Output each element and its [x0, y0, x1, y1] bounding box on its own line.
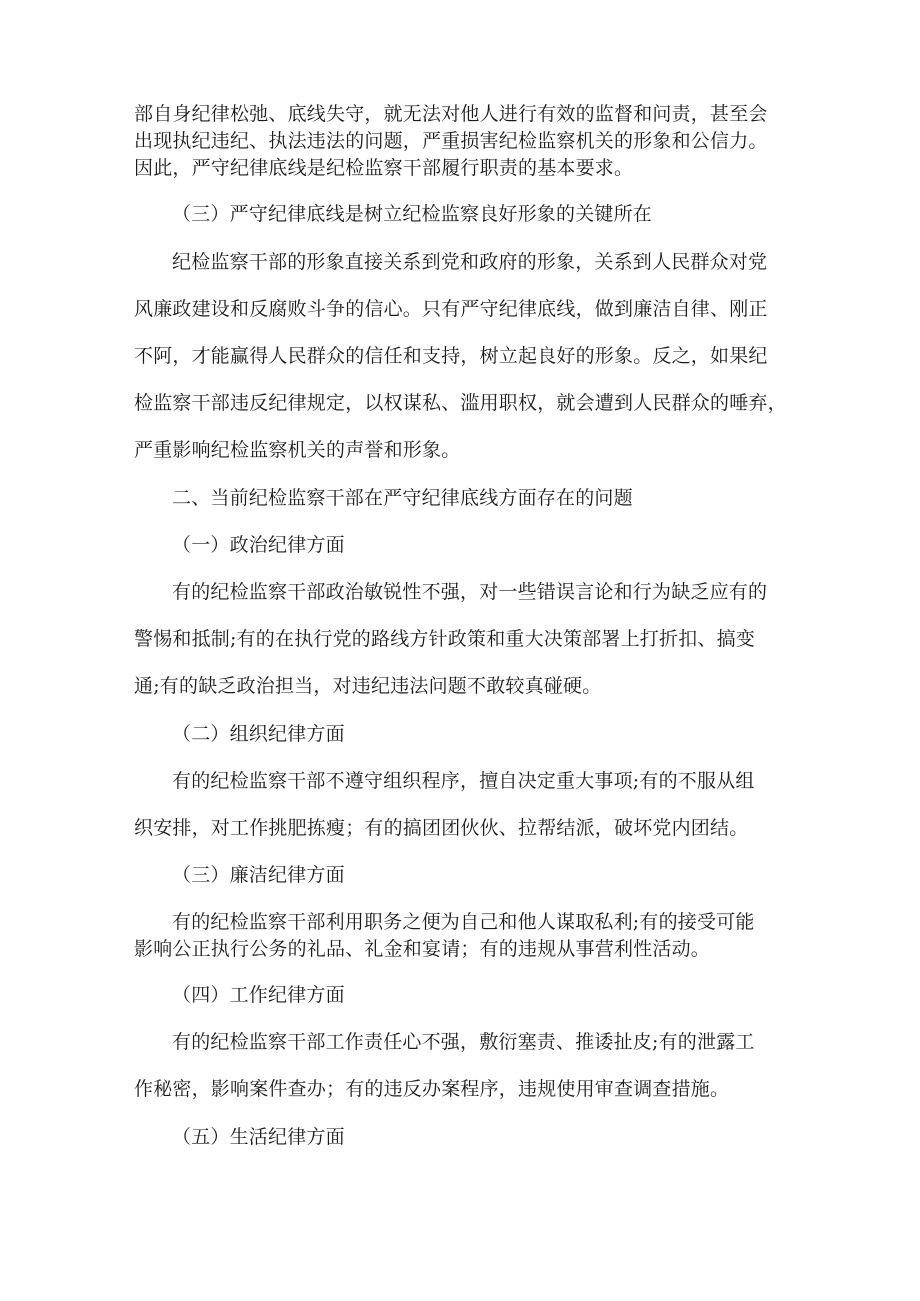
section-heading: （四）工作纪律方面	[172, 984, 345, 1006]
paragraph-line: 影响公正执行公务的礼品、礼金和宴请；有的违规从事营利性活动。	[134, 938, 711, 960]
paragraph-line: 纪检监察干部的形象直接关系到党和政府的形象，关系到人民群众对党	[172, 251, 768, 273]
paragraph-line: 有的纪检监察干部工作责任心不强，敷衍塞责、推诿扯皮;有的泄露工	[172, 1031, 755, 1053]
chapter-heading: 二、当前纪检监察干部在严守纪律底线方面存在的问题	[172, 487, 633, 509]
paragraph-line: 风廉政建设和反腐败斗争的信心。只有严守纪律底线，做到廉洁自律、刚正	[134, 298, 768, 320]
paragraph-line: 出现执纪违纪、执法违法的问题，严重损害纪检监察机关的形象和公信力。	[134, 130, 768, 152]
paragraph-line: 因此，严守纪律底线是纪检监察干部履行职责的基本要求。	[134, 157, 634, 179]
paragraph-line: 织安排，对工作挑肥拣瘦；有的搞团团伙伙、拉帮结派，破坏党内团结。	[134, 817, 749, 839]
paragraph-line: 作秘密，影响案件查办；有的违反办案程序，违规使用审查调查措施。	[134, 1078, 730, 1100]
section-heading: （三）廉洁纪律方面	[172, 864, 345, 886]
section-heading: （五）生活纪律方面	[172, 1126, 345, 1148]
paragraph-line: 有的纪检监察干部政治敏锐性不强，对一些错误言论和行为缺乏应有的	[172, 581, 768, 603]
paragraph-line: 通;有的缺乏政治担当，对违纪违法问题不敢较真碰硬。	[134, 675, 602, 697]
section-heading: （三）严守纪律底线是树立纪检监察良好形象的关键所在	[172, 203, 653, 225]
paragraph-line: 检监察干部违反纪律规定，以权谋私、滥用职权，就会遭到人民群众的唾弃，	[134, 392, 787, 414]
section-heading: （二）组织纪律方面	[172, 723, 345, 745]
paragraph-line: 不阿，才能赢得人民群众的信任和支持，树立起良好的形象。反之，如果纪	[134, 345, 768, 367]
section-heading: （一）政治纪律方面	[172, 534, 345, 556]
paragraph-line: 严重影响纪检监察机关的声誉和形象。	[134, 439, 461, 461]
paragraph-line: 有的纪检监察干部利用职务之便为自己和他人谋取私利;有的接受可能	[172, 911, 755, 933]
paragraph-line: 警惕和抵制;有的在执行党的路线方针政策和重大决策部署上打折扣、搞变	[134, 628, 756, 650]
paragraph-line: 有的纪检监察干部不遵守组织程序，擅自决定重大事项;有的不服从组	[172, 770, 755, 792]
paragraph-line: 部自身纪律松弛、底线失守，就无法对他人进行有效的监督和问责，甚至会	[134, 103, 768, 125]
